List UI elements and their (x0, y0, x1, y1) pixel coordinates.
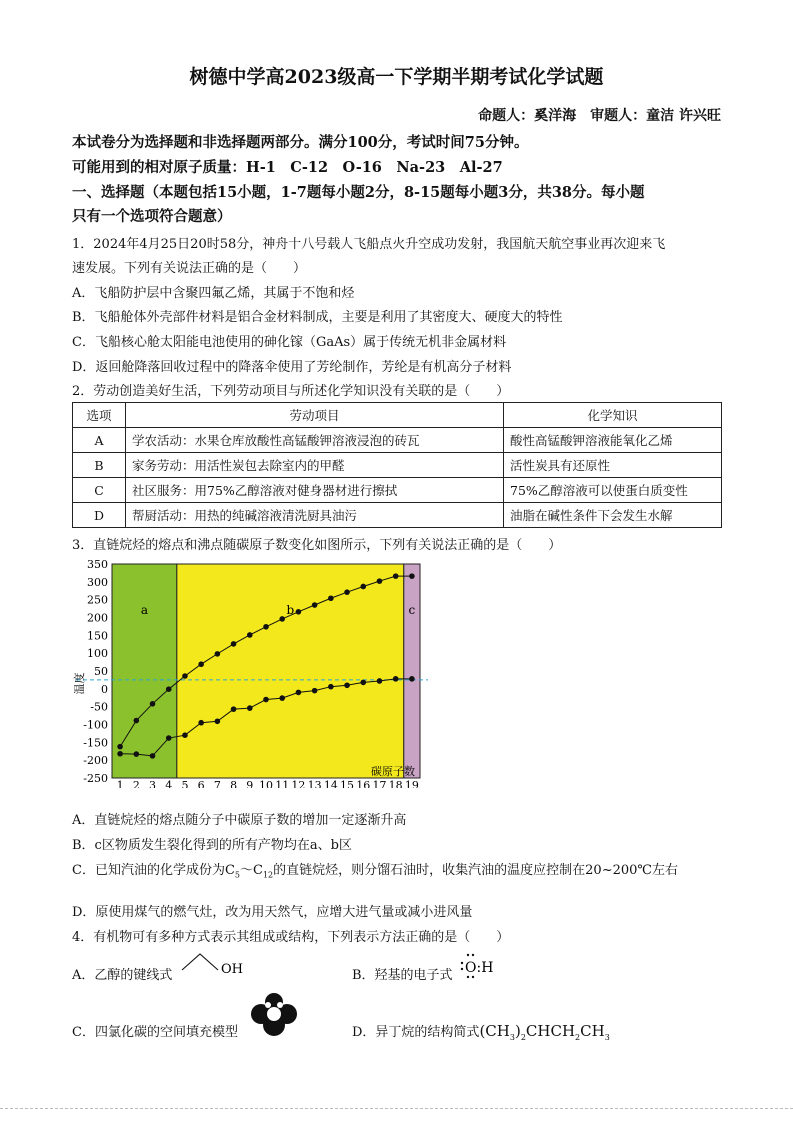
carbon-symbol: C (224, 863, 235, 878)
electron-dot-icon (472, 976, 474, 978)
y-tick-label: 0 (101, 682, 108, 696)
q3-option-c-pre: C．已知汽油的化学成份为 (72, 863, 225, 878)
y-axis-label: 温度 (73, 672, 87, 695)
data-point (377, 678, 383, 684)
data-point (231, 706, 237, 712)
x-tick-label: 14 (323, 779, 338, 788)
data-point (150, 753, 156, 759)
data-point (263, 697, 269, 703)
y-tick-label: 250 (87, 593, 108, 607)
electron-dot-icon (467, 954, 469, 956)
data-point (247, 705, 253, 711)
header-project: 劳动项目 (126, 403, 504, 428)
formula-part: (CH (479, 1022, 510, 1040)
data-point (344, 682, 350, 688)
region-label-c: c (408, 602, 416, 617)
formula-part: CH (580, 1022, 605, 1040)
q1-stem-1: 1．2024年4月25日20时58分，神舟十八号载人飞船点火升空成功发射，我国航天航空事业再次迎来飞 (72, 237, 666, 252)
row-project: 学农活动：水果仓库放酸性高锰酸钾溶液浸泡的砖瓦 (126, 428, 504, 453)
x-tick-label: 5 (181, 779, 189, 788)
data-point (263, 624, 269, 630)
data-point (215, 651, 221, 657)
page-footer-divider (0, 1108, 793, 1109)
row-knowledge: 75%乙醇溶液可以使蛋白质变性 (504, 478, 722, 503)
q4-option-b: B．羟基的电子式 (352, 968, 453, 983)
ccl4-space-filling-model (250, 990, 298, 1038)
x-tick-label: 17 (372, 779, 387, 788)
hydroxyl-electron-formula (458, 950, 508, 980)
data-point (393, 676, 399, 682)
formula-subscript: 2 (575, 1033, 581, 1042)
table-row (73, 453, 722, 478)
y-tick-label: 350 (87, 558, 108, 571)
x-tick-label: 19 (404, 779, 419, 788)
ethanol-skeletal-formula (180, 950, 250, 980)
data-point (377, 578, 383, 584)
x-tick-label: 12 (291, 779, 306, 788)
electron-dot-icon (461, 968, 463, 970)
row-knowledge: 酸性高锰酸钾溶液能氧化乙烯 (504, 428, 722, 453)
data-point (166, 735, 172, 741)
data-point (328, 684, 334, 690)
data-point (182, 673, 188, 679)
y-tick-label: 200 (87, 611, 108, 625)
region-label-b: b (286, 602, 295, 617)
row-project: 社区服务：用75%乙醇溶液对健身器材进行擦拭 (126, 478, 504, 503)
highlight-icon (277, 1002, 283, 1008)
x-tick-label: 11 (275, 779, 290, 788)
data-point (279, 695, 285, 701)
region-c (404, 564, 420, 778)
x-tick-label: 6 (197, 779, 205, 788)
q3-option-a: A．直链烷烃的熔点随分子中碳原子数的增加一定逐渐升高 (72, 813, 407, 828)
isobutane-formula (479, 1022, 609, 1040)
row-option: B (73, 453, 126, 478)
x-tick-label: 10 (259, 779, 273, 788)
x-tick-label: 8 (230, 779, 238, 788)
x-tick-label: 7 (213, 779, 221, 788)
x-tick-label: 1 (116, 779, 124, 788)
data-point (296, 609, 302, 615)
q4-option-a: A．乙醇的键线式 (72, 968, 173, 983)
highlight-icon (265, 1002, 271, 1008)
data-point (150, 701, 156, 707)
formula-part: CHCH (525, 1022, 576, 1040)
y-tick-label: 50 (94, 665, 108, 678)
table-row (73, 428, 722, 453)
data-point (134, 718, 140, 724)
q4-option-d-label: D．异丁烷的结构简式 (352, 1025, 480, 1040)
data-point (296, 690, 302, 696)
data-point (312, 602, 318, 608)
formula-part: ) (514, 1022, 521, 1040)
q2-table (72, 402, 722, 528)
range-tilde: ～ (240, 863, 254, 878)
y-tick-label: 100 (87, 647, 108, 661)
q1-option-c: C．飞船核心舱太阳能电池使用的砷化镓（GaAs）属于传统无机非金属材料 (72, 335, 507, 350)
header-option: 选项 (73, 403, 126, 428)
carbon-subscript: 12 (262, 870, 274, 880)
carbon-chain-icon (182, 954, 218, 970)
table-row (73, 503, 722, 528)
y-tick-label: -100 (83, 718, 108, 732)
y-tick-label: -200 (83, 754, 108, 768)
formula-subscript: 3 (604, 1033, 610, 1042)
data-point (215, 718, 221, 724)
data-point (117, 744, 123, 750)
y-tick-label: 150 (87, 629, 108, 643)
q3-option-c (72, 859, 678, 880)
y-tick-label: -50 (90, 700, 108, 714)
section-heading-line-2: 只有一个选项符合题意） (72, 208, 232, 225)
formula-subscript: 2 (520, 1033, 526, 1042)
q2-stem: 2．劳动创造美好生活，下列劳动项目与所述化学知识没有关联的是（ ） (72, 384, 510, 399)
y-tick-label: 300 (87, 575, 108, 589)
carbon-atom-icon (267, 1007, 282, 1022)
q3-option-b: B．c区物质发生裂化得到的所有产物均在a、b区 (72, 838, 352, 853)
row-knowledge: 油脂在碱性条件下会发生水解 (504, 503, 722, 528)
y-tick-label: -250 (83, 772, 108, 785)
data-point (409, 676, 415, 682)
data-point (117, 751, 123, 757)
electron-dot-icon (472, 954, 474, 956)
data-point (198, 661, 204, 667)
row-project: 帮厨活动：用热的纯碱溶液清洗厨具油污 (126, 503, 504, 528)
region-b (177, 564, 404, 778)
x-axis-label: 碳原子数 (371, 765, 415, 778)
q1-option-d: D．返回舱降落回收过程中的降落伞使用了芳纶制作，芳纶是有机高分子材料 (72, 360, 512, 375)
x-tick-label: 18 (388, 779, 403, 788)
x-tick-label: 3 (149, 779, 157, 788)
row-option: D (73, 503, 126, 528)
row-option: C (73, 478, 126, 503)
data-point (279, 616, 285, 622)
exam-authors: 命题人：奚洋海 审题人：童洁 许兴旺 (478, 108, 721, 124)
carbon-symbol: C (253, 863, 263, 878)
oh-electron-text: O:H (465, 960, 494, 976)
intro-line-2: 可能用到的相对原子质量：H-1 C-12 O-16 Na-23 Al-27 (72, 159, 503, 176)
data-point (328, 595, 334, 601)
table-header-row (73, 403, 722, 428)
q1-option-a: A．飞船防护层中含聚四氟乙烯，其属于不饱和烃 (72, 286, 355, 301)
q1-option-b: B．飞船舱体外壳部件材料是铝合金材料制成，主要是利用了其密度大、硬度大的特性 (72, 310, 563, 325)
x-tick-label: 16 (356, 779, 371, 788)
data-point (247, 632, 253, 638)
alkane-temperature-chart (70, 556, 430, 788)
data-point (134, 751, 140, 757)
q4-option-d (352, 1021, 610, 1042)
q3-stem: 3．直链烷烃的熔点和沸点随碳原子数变化如图所示，下列有关说法正确的是（ ） (72, 538, 562, 553)
intro-line-1: 本试卷分为选择题和非选择题两部分。满分100分，考试时间75分钟。 (72, 134, 529, 151)
data-point (166, 686, 172, 692)
header-knowledge: 化学知识 (504, 403, 722, 428)
data-point (409, 573, 415, 579)
q4-option-c: C．四氯化碳的空间填充模型 (72, 1025, 238, 1040)
region-label-a: a (140, 602, 148, 617)
hydroxyl-label: OH (221, 962, 243, 977)
data-point (344, 589, 350, 595)
row-option: A (73, 428, 126, 453)
data-point (312, 688, 318, 694)
table-row (73, 478, 722, 503)
data-point (360, 584, 366, 590)
row-knowledge: 活性炭具有还原性 (504, 453, 722, 478)
x-tick-label: 13 (307, 779, 322, 788)
q1-stem-2: 速发展。下列有关说法正确的是（ ） (72, 261, 307, 276)
formula-subscript: 3 (509, 1033, 515, 1042)
q3-option-c-post: 的直链烷烃，则分馏石油时，收集汽油的温度应控制在20~200℃左右 (273, 863, 678, 878)
q4-stem: 4．有机物可有多种方式表示其组成或结构，下列表示方法正确的是（ ） (72, 930, 510, 945)
section-heading-line-1: 一、选择题（本题包括15小题，1-7题每小题2分，8-15题每小题3分，共38分。每小题 (72, 184, 645, 201)
x-tick-label: 15 (340, 779, 355, 788)
electron-dot-icon (461, 962, 463, 964)
data-point (231, 641, 237, 647)
data-point (393, 573, 399, 579)
electron-dot-icon (467, 976, 469, 978)
x-tick-label: 9 (246, 779, 254, 788)
row-project: 家务劳动：用活性炭包去除室内的甲醛 (126, 453, 504, 478)
data-point (182, 732, 188, 738)
carbon-subscript: 5 (234, 870, 240, 880)
x-tick-label: 2 (132, 779, 140, 788)
x-tick-label: 4 (165, 779, 173, 788)
page-title: 树德中学高2023级高一下学期半期考试化学试题 (189, 66, 604, 88)
y-tick-label: -150 (83, 736, 108, 750)
q3-option-d: D．原使用煤气的燃气灶，改为用天然气，应增大进气量或减小进风量 (72, 905, 473, 920)
data-point (360, 680, 366, 686)
data-point (198, 720, 204, 726)
